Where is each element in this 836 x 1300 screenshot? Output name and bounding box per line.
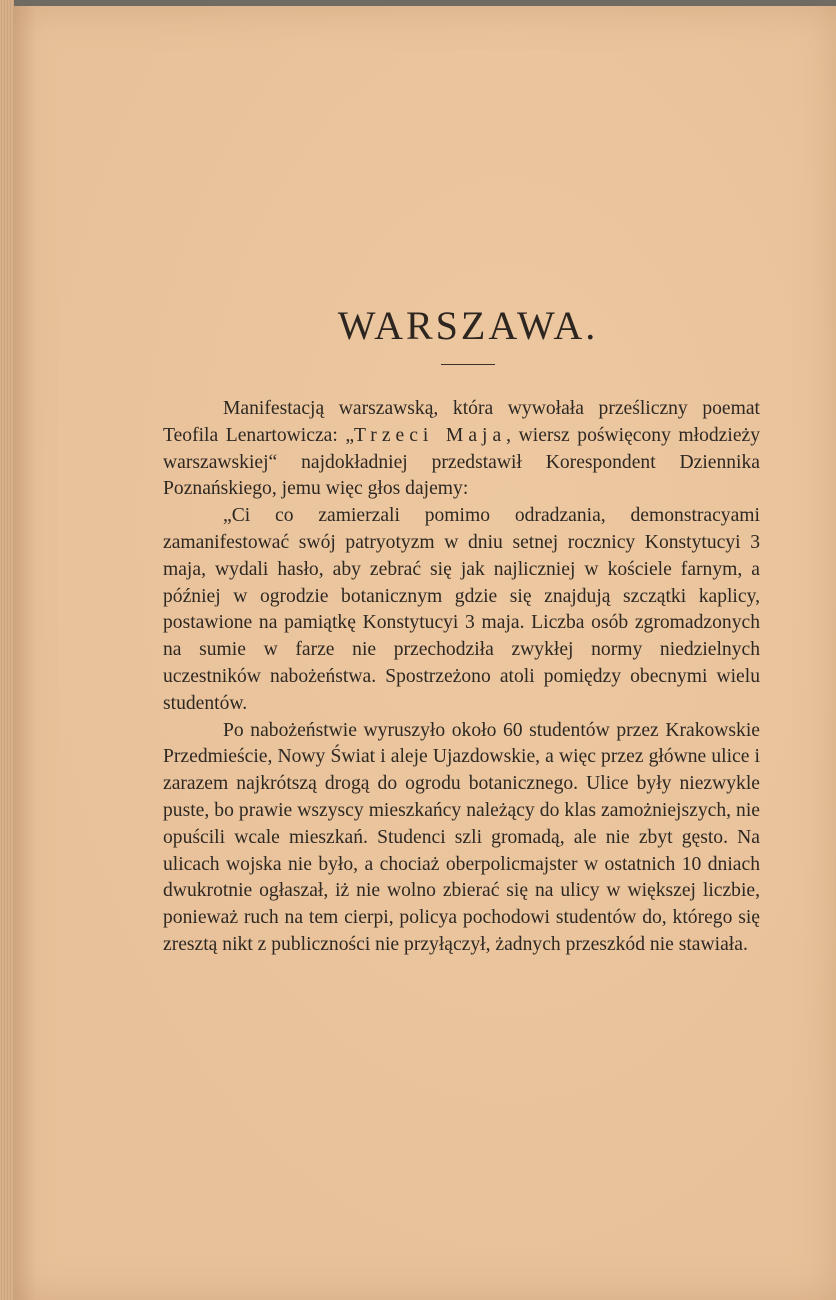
page-edge bbox=[0, 0, 14, 1300]
paragraph-1-end: , wiersz poświęcony młodzieży warszawskiej“ najdokładniej przedstawił Korespondent Dziennika Poznańskiego, jemu więc głos dajemy: bbox=[163, 424, 761, 500]
paragraph-1 bbox=[163, 396, 760, 503]
paragraph-1-start: Manifestacją warszawską, która wywołała prześliczny poemat Teofila Lenartowicza: „ bbox=[163, 398, 760, 446]
poem-title-spaced: Trzeci Maja bbox=[354, 424, 507, 446]
paragraph-3: Po nabożeństwie wyruszyło około 60 studentów przez Krakowskie Przedmieście, Nowy Świat i aleje Ujazdowskie, a więc przez główne ulice i zarazem najkrótszą drogą do ogrodu botanicznego. Ulice były niezwykle puste, bo prawie wszyscy mieszkańcy należący do klas zamożniejszych, nie opuścili wcale mieszkań. Studenci szli gromadą, ale nie zbyt gęsto. Na ulicach wojska nie było, a chociaż oberpolicmajster w ostatnich 10 dniach dwukrotnie ogłaszał, iż nie wolno zbierać się na ulicy w większej liczbie, ponieważ ruch na tem cierpi, policya pochodowi studentów do, którego się zresztą nikt z publiczności nie przyłączył, żadnych przeszkód nie stawiała. bbox=[163, 719, 760, 955]
page-title: WARSZAWA. bbox=[337, 303, 599, 348]
paragraph-2: „Ci co zamierzali pomimo odradzania, demonstracyami zamanifestować swój patryotyzm w dniu setnej rocznicy Konstytucyi 3 maja, wydali hasło, aby zebrać się jak najliczniej w kościele farnym, a później w ogrodzie botanicznym gdzie się znajdują szczątki kaplicy, postawione na pamiątkę Konstytucyi 3 maja. Liczba osób zgromadzonych na sumie w farze nie przechodziła zwykłej normy niedzielnych uczestników nabożeństwa. Spostrzeżono atoli pomiędzy obecnymi wielu studentów. bbox=[163, 505, 760, 714]
body-text bbox=[163, 396, 760, 959]
title-rule bbox=[441, 364, 495, 365]
